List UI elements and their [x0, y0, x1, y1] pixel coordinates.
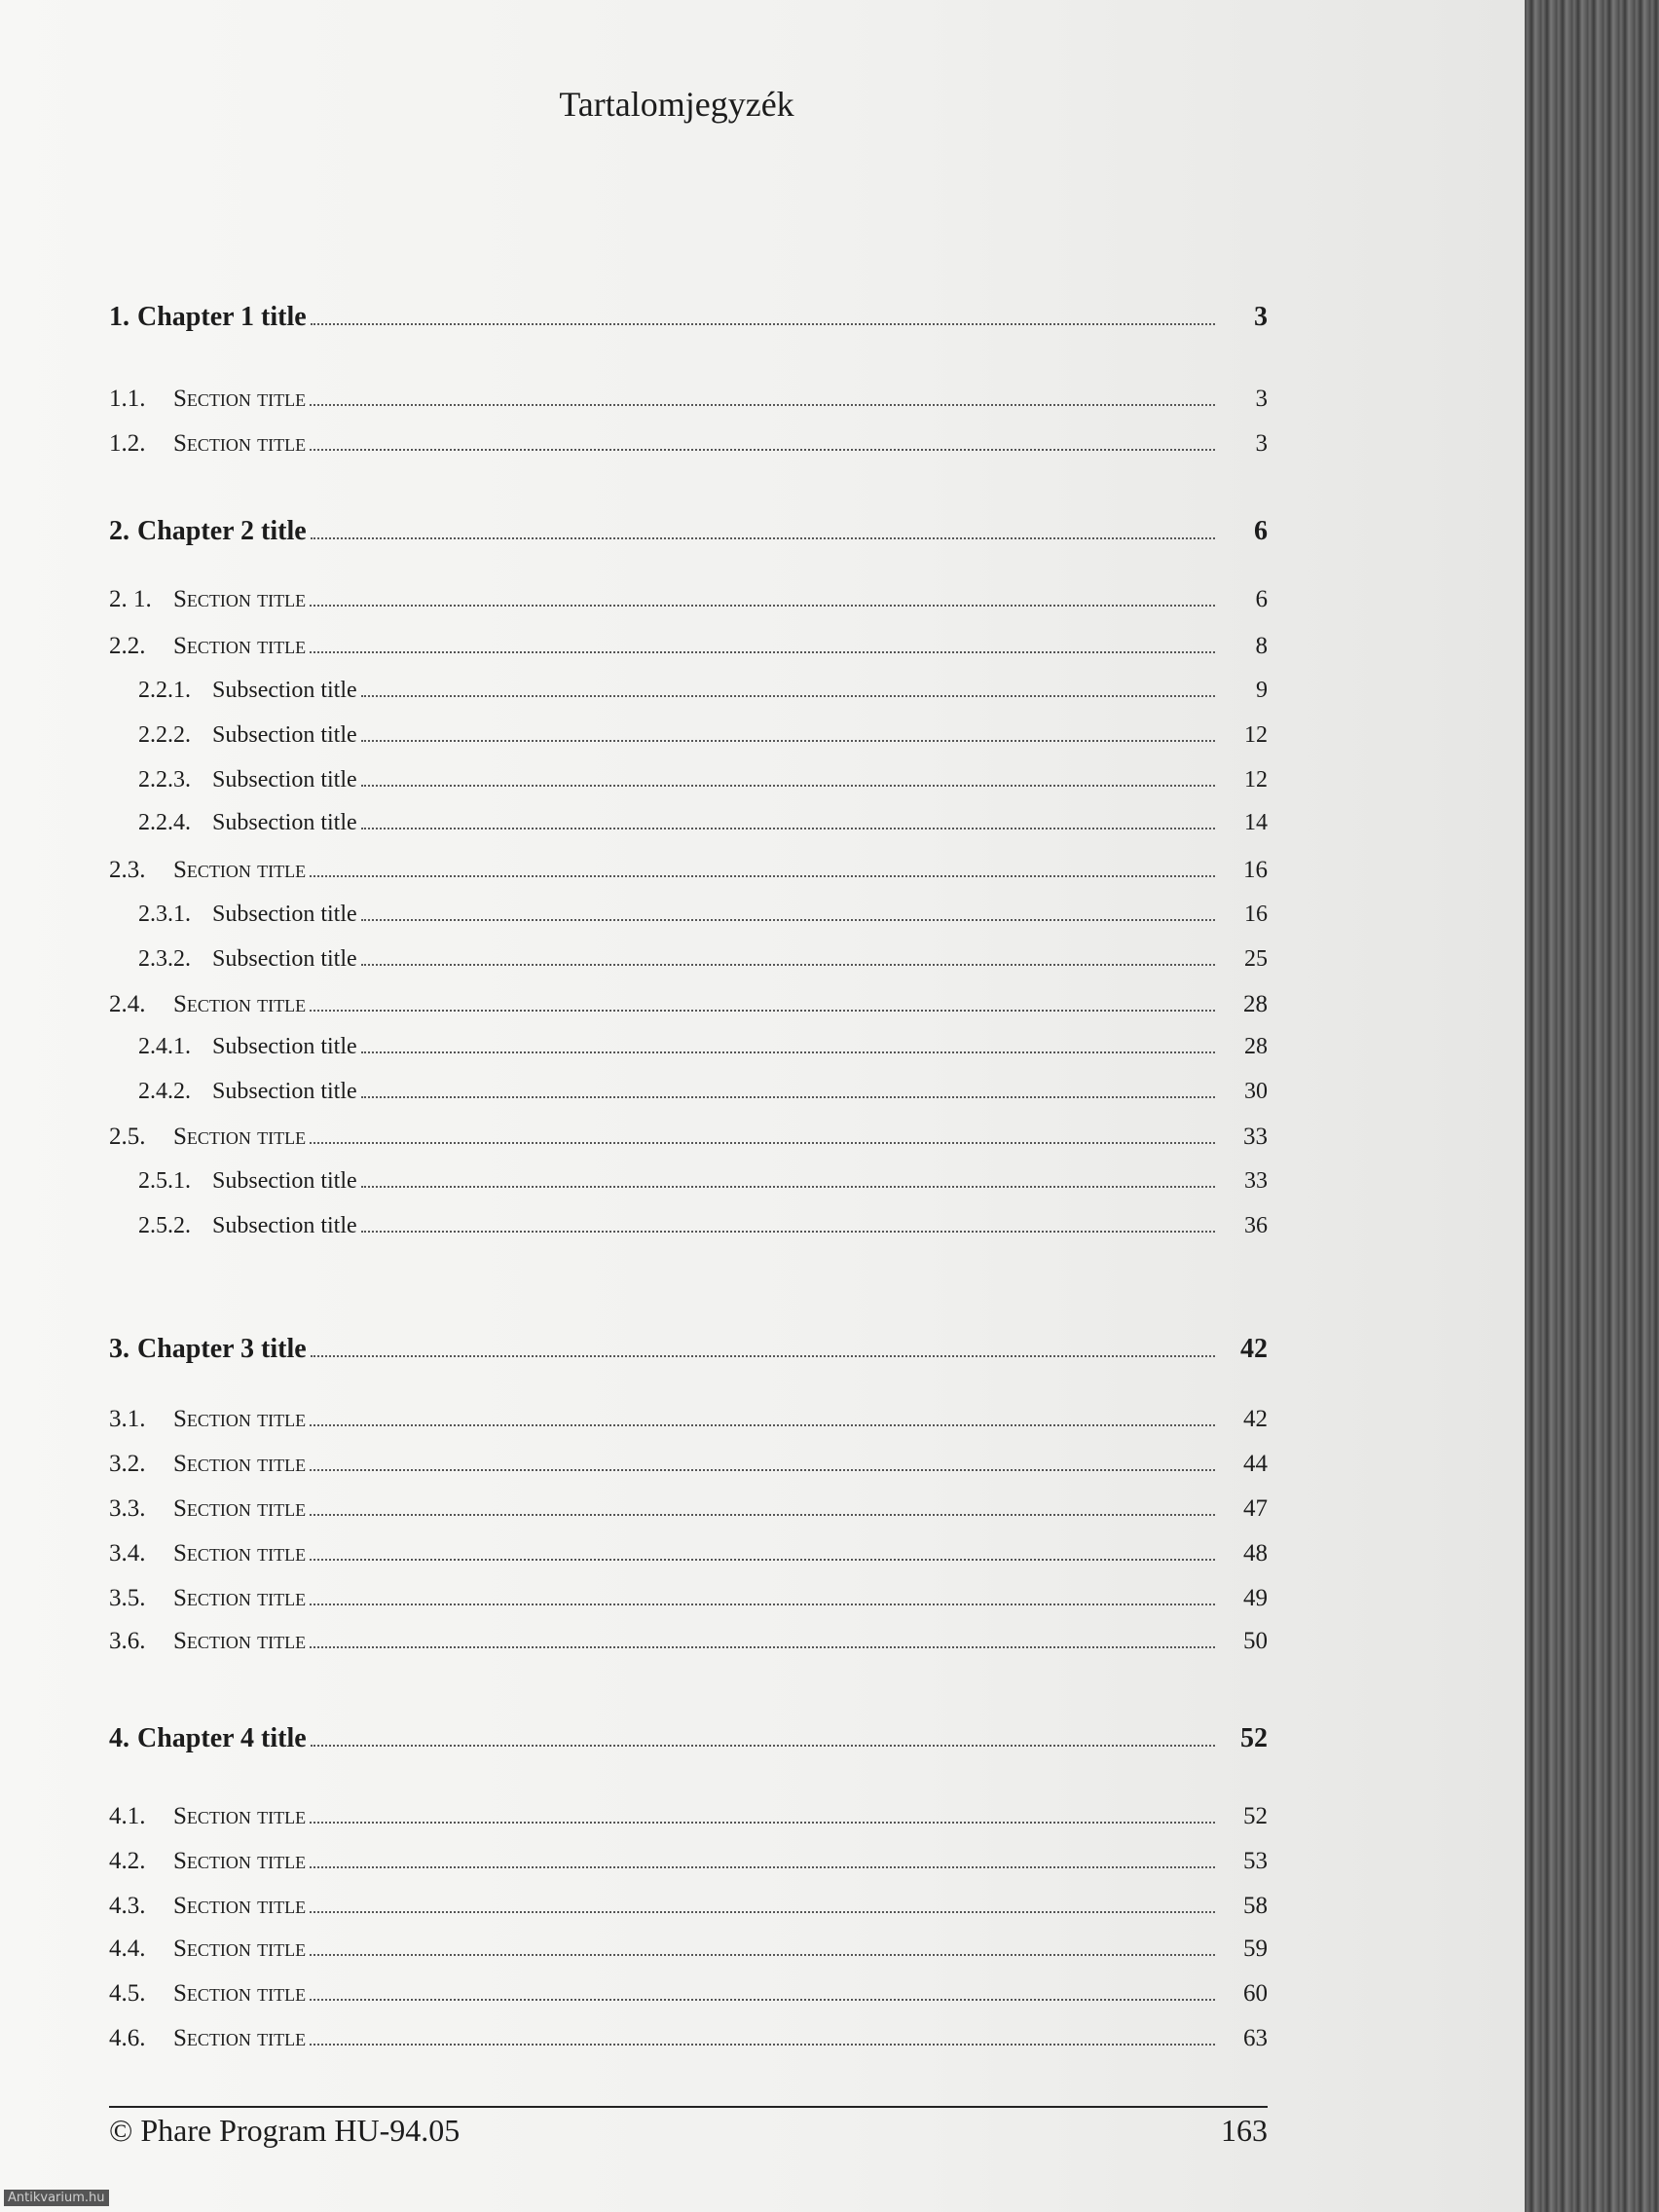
toc-section-entry[interactable]: [109, 1585, 1268, 1612]
toc-subsection-entry[interactable]: [138, 1168, 1268, 1195]
toc-entry-page: 6: [1255, 586, 1268, 612]
toc-entry-page: 30: [1244, 1079, 1268, 1104]
dot-leader: [310, 1424, 1215, 1426]
toc-entry-page: 58: [1243, 1893, 1268, 1919]
toc-entry-page: 50: [1243, 1628, 1268, 1654]
toc-entry-number: 2.5.1.: [138, 1168, 191, 1194]
toc-entry-title: Section title: [173, 1893, 307, 1919]
toc-entry-number: 2.5.2.: [138, 1213, 191, 1238]
chapter-heading[interactable]: [109, 1334, 1268, 1365]
toc-entry-page: 59: [1243, 1936, 1268, 1962]
dot-leader: [310, 449, 1215, 451]
dot-leader: [361, 740, 1215, 742]
toc-subsection-entry[interactable]: [138, 1213, 1268, 1239]
toc-entry-page: 42: [1243, 1406, 1268, 1432]
toc-section-entry[interactable]: [109, 386, 1268, 413]
dot-leader: [311, 323, 1215, 325]
dot-leader: [311, 537, 1215, 539]
toc-entry-number: 4.5.: [109, 1980, 146, 2007]
dot-leader: [361, 1051, 1215, 1053]
toc-entry-title: Section title: [173, 1451, 307, 1477]
toc-entry-number: 4.2.: [109, 1848, 146, 1874]
toc-entry-number: 3.6.: [109, 1628, 146, 1654]
toc-entry-number: 4.3.: [109, 1893, 146, 1919]
chapter-heading[interactable]: [109, 1723, 1268, 1754]
toc-entry-number: 2.3.2.: [138, 946, 191, 972]
toc-section-entry[interactable]: [109, 1628, 1268, 1655]
toc-entry-page: 42: [1240, 1334, 1268, 1364]
toc-entry-page: 3: [1255, 430, 1268, 457]
toc-entry-page: 25: [1244, 946, 1268, 972]
toc-entry-page: 47: [1243, 1495, 1268, 1522]
toc-subsection-entry[interactable]: [138, 1079, 1268, 1105]
toc-entry-page: 44: [1243, 1451, 1268, 1477]
toc-section-entry[interactable]: [109, 1848, 1268, 1875]
toc-entry-title: Section title: [173, 1585, 307, 1611]
toc-entry-title: Section title: [173, 1406, 307, 1432]
toc-entry-number: 2.4.: [109, 991, 146, 1017]
chapter-heading[interactable]: [109, 516, 1268, 547]
toc-section-entry[interactable]: [109, 1936, 1268, 1963]
dot-leader: [310, 1911, 1215, 1913]
toc-entry-page: 16: [1243, 857, 1268, 883]
toc-entry-title: Subsection title: [212, 678, 357, 703]
toc-subsection-entry[interactable]: [138, 722, 1268, 749]
toc-entry-title: Section title: [173, 430, 307, 457]
toc-entry-title: Section title: [173, 1628, 307, 1654]
toc-section-entry[interactable]: [109, 1980, 1268, 2008]
toc-entry-title: Section title: [173, 1980, 307, 2007]
toc-subsection-entry[interactable]: [138, 810, 1268, 836]
toc-subsection-entry[interactable]: [138, 767, 1268, 793]
toc-entry-title: Section title: [173, 1540, 307, 1567]
dot-leader: [310, 1954, 1215, 1956]
toc-entry-title: Section title: [173, 857, 307, 883]
toc-section-entry[interactable]: [109, 857, 1268, 884]
toc-section-entry[interactable]: [109, 633, 1268, 660]
toc-entry-number: 2.3.: [109, 857, 146, 883]
toc-entry-number: 4.1.: [109, 1803, 146, 1829]
dot-leader: [361, 785, 1215, 787]
toc-entry-number: 2.2.4.: [138, 810, 191, 835]
toc-entry-number: 2.3.1.: [138, 902, 191, 927]
toc-section-entry[interactable]: [109, 1124, 1268, 1151]
toc-entry-number: 4.4.: [109, 1936, 146, 1962]
dot-leader: [311, 1745, 1215, 1747]
dot-leader: [361, 964, 1215, 966]
toc-entry-number: 3.5.: [109, 1585, 146, 1611]
toc-entry-title: Chapter 4 title: [137, 1723, 307, 1753]
toc-entry-number: 2.2.1.: [138, 678, 191, 703]
dot-leader: [361, 919, 1215, 921]
toc-entry-number: 2.5.: [109, 1124, 146, 1150]
toc-entry-page: 33: [1243, 1124, 1268, 1150]
toc-section-entry[interactable]: [109, 1803, 1268, 1830]
toc-subsection-entry[interactable]: [138, 902, 1268, 928]
toc-entry-page: 16: [1244, 902, 1268, 927]
toc-entry-page: 3: [1254, 302, 1268, 332]
toc-entry-title: Section title: [173, 1848, 307, 1874]
toc-entry-title: Section title: [173, 1124, 307, 1150]
dot-leader: [310, 651, 1215, 653]
dot-leader: [310, 1604, 1215, 1605]
toc-entry-page: 28: [1244, 1034, 1268, 1059]
toc-entry-number: 4.: [109, 1723, 129, 1753]
dot-leader: [361, 1186, 1215, 1188]
toc-entry-page: 9: [1256, 678, 1268, 703]
dot-leader: [361, 828, 1215, 830]
toc-section-entry[interactable]: [109, 1540, 1268, 1567]
toc-section-entry[interactable]: [109, 1451, 1268, 1478]
toc-entry-page: 12: [1244, 767, 1268, 793]
toc-entry-page: 33: [1244, 1168, 1268, 1194]
dot-leader: [361, 1096, 1215, 1098]
toc-entry-title: Section title: [173, 1495, 307, 1522]
toc-entry-number: 1.1.: [109, 386, 146, 412]
toc-section-entry[interactable]: [109, 586, 1268, 613]
chapter-heading[interactable]: [109, 302, 1268, 333]
toc-entry-number: 2. 1.: [109, 586, 152, 612]
dot-leader: [361, 695, 1215, 697]
toc-entry-number: 4.6.: [109, 2025, 146, 2051]
toc-entry-title: Subsection title: [212, 902, 357, 927]
site-watermark: Antikvarium.hu: [4, 2190, 109, 2206]
dot-leader: [310, 1559, 1215, 1561]
dot-leader: [310, 1142, 1215, 1144]
dot-leader: [310, 1469, 1215, 1471]
dot-leader: [310, 1866, 1215, 1868]
dot-leader: [310, 1646, 1215, 1648]
dot-leader: [310, 1999, 1215, 2001]
toc-entry-title: Section title: [173, 586, 307, 612]
dot-leader: [311, 1355, 1215, 1357]
book-binding: [1525, 0, 1659, 2212]
toc-entry-title: Section title: [173, 386, 307, 412]
toc-section-entry[interactable]: [109, 1495, 1268, 1523]
toc-entry-number: 3.3.: [109, 1495, 146, 1522]
toc-entry-title: Subsection title: [212, 1213, 357, 1238]
toc-entry-number: 2.2.2.: [138, 722, 191, 748]
toc-entry-page: 53: [1243, 1848, 1268, 1874]
toc-entry-page: 63: [1243, 2025, 1268, 2051]
toc-entry-page: 3: [1255, 386, 1268, 412]
toc-entry-page: 28: [1243, 991, 1268, 1017]
toc-entry-number: 2.4.1.: [138, 1034, 191, 1059]
toc-section-entry[interactable]: [109, 1893, 1268, 1920]
toc-entry-title: Subsection title: [212, 1168, 357, 1194]
toc-entry-page: 14: [1244, 810, 1268, 835]
toc-entry-title: Subsection title: [212, 1034, 357, 1059]
dot-leader: [361, 1231, 1215, 1233]
toc-entry-page: 52: [1240, 1723, 1268, 1753]
dot-leader: [310, 404, 1215, 406]
footer-page-number: 163: [1221, 2113, 1268, 2148]
toc-entry-title: Subsection title: [212, 767, 357, 793]
toc-entry-page: 6: [1254, 516, 1268, 546]
toc-section-entry[interactable]: [109, 991, 1268, 1018]
toc-entry-number: 2.: [109, 516, 129, 546]
toc-subsection-entry[interactable]: [138, 678, 1268, 704]
toc-entry-number: 3.1.: [109, 1406, 146, 1432]
toc-entry-page: 8: [1255, 633, 1268, 659]
toc-entry-title: Chapter 1 title: [137, 302, 307, 332]
toc-entry-title: Subsection title: [212, 810, 357, 835]
toc-entry-page: 52: [1243, 1803, 1268, 1829]
toc-entry-page: 60: [1243, 1980, 1268, 2007]
toc-entry-title: Subsection title: [212, 1079, 357, 1104]
toc-entry-number: 2.2.3.: [138, 767, 191, 793]
toc-section-entry[interactable]: [109, 430, 1268, 458]
toc-entry-page: 12: [1244, 722, 1268, 748]
toc-entry-title: Subsection title: [212, 722, 357, 748]
toc-entry-title: Section title: [173, 1803, 307, 1829]
toc-entry-title: Chapter 3 title: [137, 1334, 307, 1364]
dot-leader: [310, 1822, 1215, 1824]
toc-entry-number: 2.4.2.: [138, 1079, 191, 1104]
dot-leader: [310, 605, 1215, 607]
toc-section-entry[interactable]: [109, 1406, 1268, 1433]
dot-leader: [310, 875, 1215, 877]
toc-entry-page: 48: [1243, 1540, 1268, 1567]
toc-section-entry[interactable]: [109, 2025, 1268, 2052]
toc-entry-number: 3.2.: [109, 1451, 146, 1477]
toc-entry-title: Section title: [173, 2025, 307, 2051]
toc-entry-number: 3.4.: [109, 1540, 146, 1567]
toc-entry-title: Section title: [173, 1936, 307, 1962]
toc-entry-number: 1.: [109, 302, 129, 332]
dot-leader: [310, 1010, 1215, 1012]
toc-entry-number: 1.2.: [109, 430, 146, 457]
dot-leader: [310, 2044, 1215, 2046]
toc-subsection-entry[interactable]: [138, 946, 1268, 973]
toc-entry-title: Chapter 2 title: [137, 516, 307, 546]
toc-subsection-entry[interactable]: [138, 1034, 1268, 1060]
toc-entry-number: 2.2.: [109, 633, 146, 659]
toc-entry-page: 36: [1244, 1213, 1268, 1238]
toc-entry-title: Subsection title: [212, 946, 357, 972]
toc-entry-title: Section title: [173, 991, 307, 1017]
footer-copyright: © Phare Program HU-94.05: [109, 2113, 461, 2148]
dot-leader: [310, 1514, 1215, 1516]
footer-divider: [109, 2106, 1268, 2108]
page-title: Tartalomjegyzék: [559, 85, 794, 124]
toc-entry-number: 3.: [109, 1334, 129, 1364]
toc-entry-page: 49: [1243, 1585, 1268, 1611]
toc-entry-title: Section title: [173, 633, 307, 659]
